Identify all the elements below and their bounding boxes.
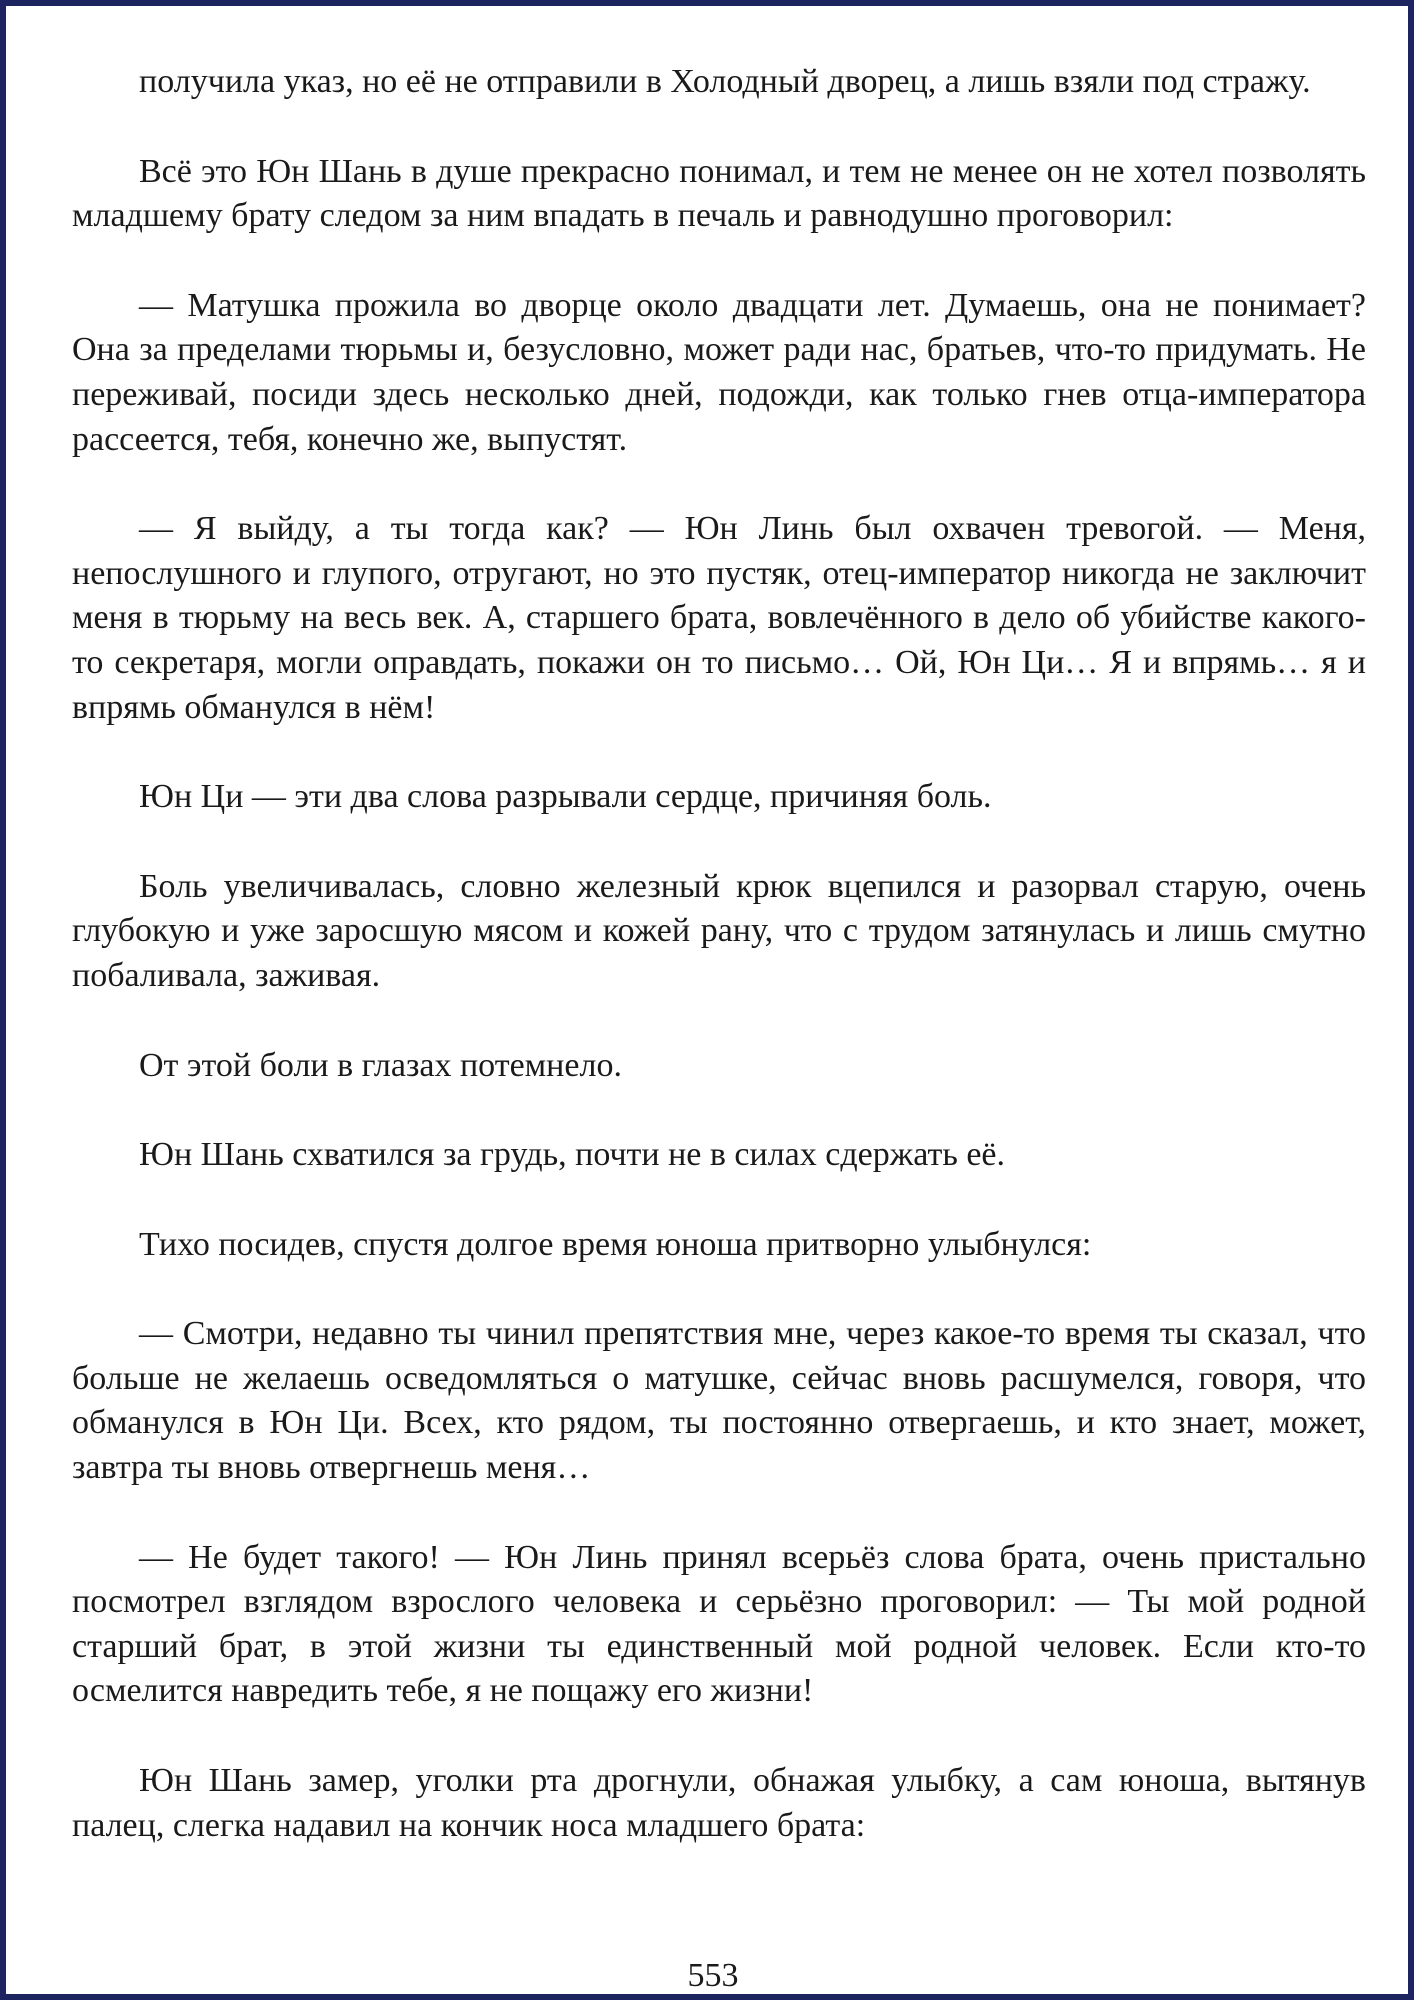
paragraph: — Не будет такого! — Юн Линь принял всерьёз слова брата, очень пристально посмотрел взглядом взрослого человека и серьёзно проговорил: — Ты мой родной старший брат, в этой жизни ты единственный мой родной человек. Если кто-то осмелится навредить тебе, я не пощажу его жизни! [72,1538,1366,1710]
paragraph: Всё это Юн Шань в душе прекрасно понимал, и тем не менее он не хотел позволять младшему брату следом за ним впадать в печаль и равнодушно проговорил: [72,152,1366,235]
paragraph: — Матушка прожила во дворце около двадцати лет. Думаешь, она не понимает? Она за пределами тюрьмы и, безусловно, может ради нас, братьев, что-то придумать. Не переживай, посиди здесь несколько дней, подожди, как только гнев отца-императора рассеется, тебя, конечно же, выпустят. [72,286,1366,458]
paragraph: Юн Шань схватился за грудь, почти не в силах сдержать её. [139,1136,1006,1174]
paragraph: Юн Ци — эти два слова разрывали сердце, причиняя боль. [139,778,992,816]
paragraph: — Смотри, недавно ты чинил препятствия мне, через какое-то время ты сказал, что больше не желаешь осведомляться о матушке, сейчас вновь расшумелся, говоря, что обманулся в Юн Ци. Всех, кто рядом, ты постоянно отвергаешь, и кто знает, может, завтра ты вновь отвергнешь меня… [72,1315,1366,1487]
paragraph: От этой боли в глазах потемнело. [139,1046,622,1084]
paragraph: Юн Шань замер, уголки рта дрогнули, обнажая улыбку, а сам юноша, вытянув палец, слегка надавил на кончик носа младшего брата: [72,1762,1366,1844]
paragraph: Боль увеличивалась, словно железный крюк вцепился и разорвал старую, очень глубокую и уже заросшую мясом и кожей рану, что с трудом затянулась и лишь смутно побаливала, заживая. [72,867,1366,994]
text-column [72,60,1366,1893]
paragraph: получила указ, но её не отправили в Холодный дворец, а лишь взяли под стражу. [139,63,1311,100]
page-number: 553 [687,1957,739,1994]
paragraph: Тихо посидев, спустя долгое время юноша притворно улыбнулся: [139,1225,1092,1263]
paragraph: — Я выйду, а ты тогда как? — Юн Линь был охвачен тревогой. — Меня, непослушного и глупого, отругают, но это пустяк, отец-император никогда не заключит меня в тюрьму на весь век. А, старшего брата, вовлечённого в дело об убийстве какого-то секретаря, могли оправдать, покажи он то письмо… Ой, Юн Ци… Я и впрямь… я и впрямь обманулся в нём! [72,510,1366,726]
